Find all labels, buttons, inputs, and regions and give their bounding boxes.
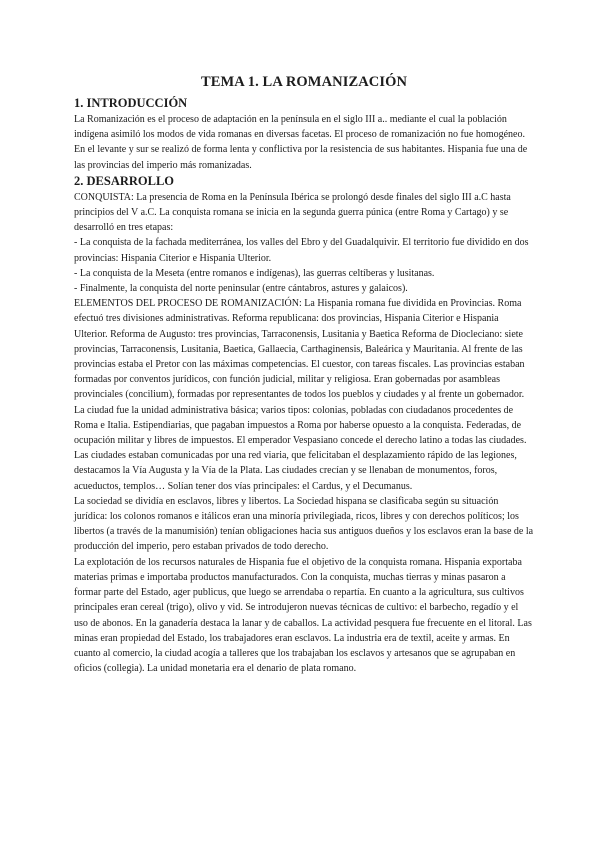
paragraph-sociedad: La sociedad se dividía en esclavos, libres y libertos. La Sociedad hispana se clasificaba según su situación jurídica: los colonos romanos e itálicos eran una minoría privilegiada, ricos, libres y con derechos políticos; los libertos (a través de la manumisión) tenían obligaciones hacia sus antiguos dueños y los esclavos eran la base de la producción del imperio, pero estaban privados de todo derecho. [74, 495, 534, 553]
paragraph-elementos: ELEMENTOS DEL PROCESO DE ROMANIZACIÓN: La Hispania romana fue dividida en Provincias. Roma efectuó tres divisiones administrativas. Reforma republicana: dos provincias, Hispania Citerior e Hispania Ulterior. Reforma de Augusto: tres provincias, Tarraconensis, Lusitania y Baetica Reforma de Diocleciano: siete provincias, Tarraconensis, Lusitania, Baetica, Gallaecia, Carthaginensis, Baleárica y Mauritania. Al frente de las provincias estaba el Pretor con las máximas competencias. El cuestor, con tareas fiscales. Las provincias estaban formadas por conventos jurídicos, con función judicial, militar y religiosa. Eran gobernadas por asambleas provinciales (concilium), formadas por representantes de todos los pueblos y ciudades y al frente un gobernador. La ciudad fue la unidad administrativa básica; varios tipos: colonias, pobladas con ciudadanos procedentes de Roma e Italia. Estipendiarias, que pagaban impuestos a Roma por haberse opuesto a la conquista. Federadas, de ocupación militar y libres de impuestos. El emperador Vespasiano concede el derecho latino a todas las ciudades. Las ciudades estaban comunicadas por una red viaria, que felicitaban el desplazamiento rápido de las legiones, destacamos la Vía Augusta y la Vía de la Plata. Las ciudades crecían y se llenaban de monumentos, foros, acueductos, templos… Solían tener dos vías principales: el Cardus, y el Decumanus. [74, 298, 527, 492]
paragraph-introduccion: La Romanización es el proceso de adaptación en la península en el siglo III a.. mediante el cual la población indígena asimiló los modos de vida romanas en diversas facetas. El proceso de romanización no fue homogéneo. En el levante y sur se realizó de forma lenta y conflictiva por la resistencia de sus habitantes. Hispania fue una de las provincias del imperio más romanizadas. [74, 114, 528, 171]
document-page [74, 72, 534, 676]
section-heading-desarrollo: 2. DESARROLLO [74, 173, 175, 188]
section-desarrollo [74, 173, 534, 677]
list-item-etapa-1: - La conquista de la fachada mediterránea, los valles del Ebro y del Guadalquivir. El territorio fue dividido en dos provincias: Hispania Citerior e Hispania Ulterior. [74, 237, 529, 264]
section-introduccion [74, 95, 534, 173]
list-item-etapa-2: - La conquista de la Meseta (entre romanos e indígenas), las guerras celtíberas y lusitanas. [74, 267, 435, 279]
list-item-etapa-3: - Finalmente, la conquista del norte peninsular (entre cántabros, astures y galaicos). [74, 283, 408, 295]
paragraph-conquista: CONQUISTA: La presencia de Roma en la Península Ibérica se prolongó desde finales del siglo III a.C hasta principios del V a.C. La conquista romana se inicia en la segunda guerra púnica (entre Roma y Cartago) y se desarrolló en tres etapas: [74, 191, 511, 234]
section-heading-introduccion: 1. INTRODUCCIÓN [74, 96, 188, 110]
document-title: TEMA 1. LA ROMANIZACIÓN [200, 74, 408, 90]
paragraph-economia: La explotación de los recursos naturales de Hispania fue el objetivo de la conquista romana. Hispania exportaba materias primas e importaba productos manufacturados. Con la conquista, muchas tierras y minas pasaron a formar parte del Estado, ager publicus, que luego se arrendaba o repartía. En cuanto a la agricultura, sus cultivos principales eran cereal (trigo), olivo y vid. Se introdujeron nuevas técnicas de cultivo: el barbecho, regadío y el uso de abonos. En la ganadería destaca la lanar y de caballos. La actividad pesquera fue frecuente en el litoral. Las minas eran propiedad del Estado, los trabajadores eran esclavos. La industria era de textil, aceite y armas. En cuanto al comercio, la ciudad acogía a talleres que los trabajaban los esclavos y artesanos que se agrupaban en oficios (collegia). La unidad monetaria era el denario de plata romano. [74, 556, 532, 675]
